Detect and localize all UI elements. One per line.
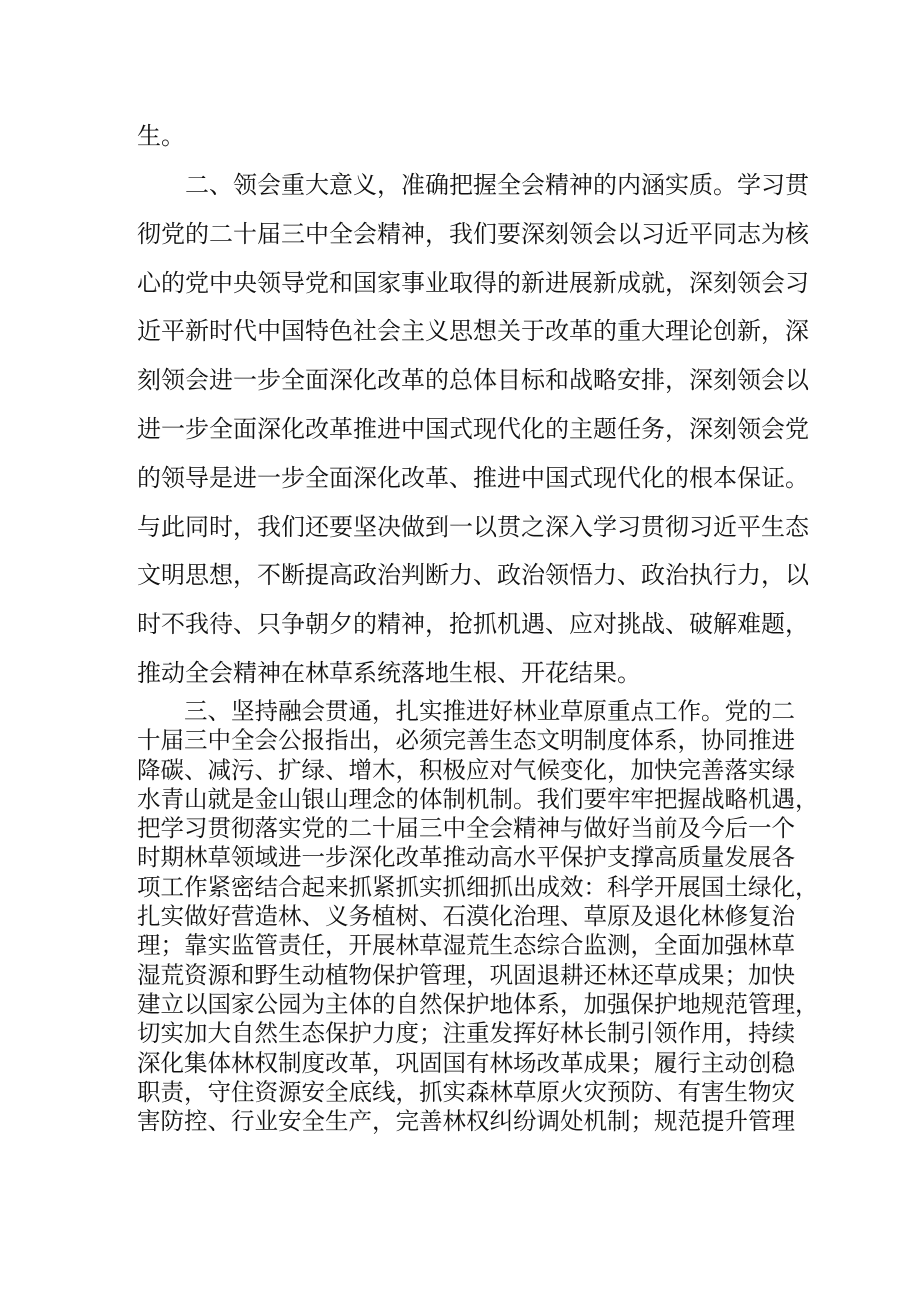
text-line: 建立以国家公园为主体的自然保护地体系，加强保护地规范管理， <box>137 989 819 1018</box>
text-line: 深化集体林权制度改革，巩固国有林场改革成果；履行主动创稳 <box>137 1048 795 1077</box>
text-line: 二、领会重大意义，准确把握全会精神的内涵实质。学习贯 <box>185 171 809 199</box>
text-line: 推动全会精神在林草系统落地生根、开花结果。 <box>137 658 641 687</box>
text-line: 水青山就是金山银山理念的体制机制。我们要牢牢把握战略机遇， <box>137 784 819 813</box>
text-line: 彻党的二十届三中全会精神，我们要深刻领会以习近平同志为核 <box>137 219 809 248</box>
paragraph-continuation <box>137 112 793 160</box>
text-line: 与此同时，我们还要坚决做到一以贯之深入学习贯彻习近平生态 <box>137 512 809 541</box>
text-line: 文明思想，不断提高政治判断力、政治领悟力、政治执行力，以 <box>137 561 809 590</box>
text-line: 的领导是进一步全面深化改革、推进中国式现代化的根本保证。 <box>137 463 809 492</box>
text-line: 刻领会进一步全面深化改革的总体目标和战略安排，深刻领会以 <box>137 366 809 395</box>
text-line: 降碳、减污、扩绿、增木，积极应对气候变化，加快完善落实绿 <box>137 755 795 784</box>
text-line: 项工作紧密结合起来抓紧抓实抓细抓出成效：科学开展国土绿化， <box>137 872 819 901</box>
text-line: 近平新时代中国特色社会主义思想关于改革的重大理论创新，深 <box>137 317 809 346</box>
text-line: 时不我待、只争朝夕的精神，抢抓机遇、应对挑战、破解难题， <box>137 610 809 639</box>
text-line: 扎实做好营造林、义务植树、石漠化治理、草原及退化林修复治 <box>137 902 795 931</box>
text-line: 湿荒资源和野生动植物保护管理，巩固退耕还林还草成果；加快 <box>137 960 795 989</box>
paragraph-section-three <box>137 697 819 1136</box>
paragraph-section-two <box>137 161 809 698</box>
text-line: 职责，守住资源安全底线，抓实森林草原火灾预防、有害生物灾 <box>137 1077 795 1106</box>
text-line: 切实加大自然生态保护力度；注重发挥好林长制引领作用，持续 <box>137 1019 795 1048</box>
text-line: 理；靠实监管责任，开展林草湿荒生态综合监测，全面加强林草 <box>137 931 795 960</box>
text-line: 时期林草领域进一步深化改革推动高水平保护支撑高质量发展各 <box>137 843 795 872</box>
text-line: 十届三中全会公报指出，必须完善生态文明制度体系，协同推进 <box>137 726 795 755</box>
text-line: 进一步全面深化改革推进中国式现代化的主题任务，深刻领会党 <box>137 414 809 443</box>
text-line: 把学习贯彻落实党的二十届三中全会精神与做好当前及今后一个 <box>137 814 795 843</box>
text-line: 心的党中央领导党和国家事业取得的新进展新成就，深刻领会习 <box>137 268 809 297</box>
text-line: 害防控、行业安全生产，完善林权纠纷调处机制；规范提升管理 <box>137 1107 795 1136</box>
text-line: 生。 <box>137 122 185 150</box>
text-line: 三、坚持融会贯通，扎实推进好林业草原重点工作。党的二 <box>184 697 795 725</box>
